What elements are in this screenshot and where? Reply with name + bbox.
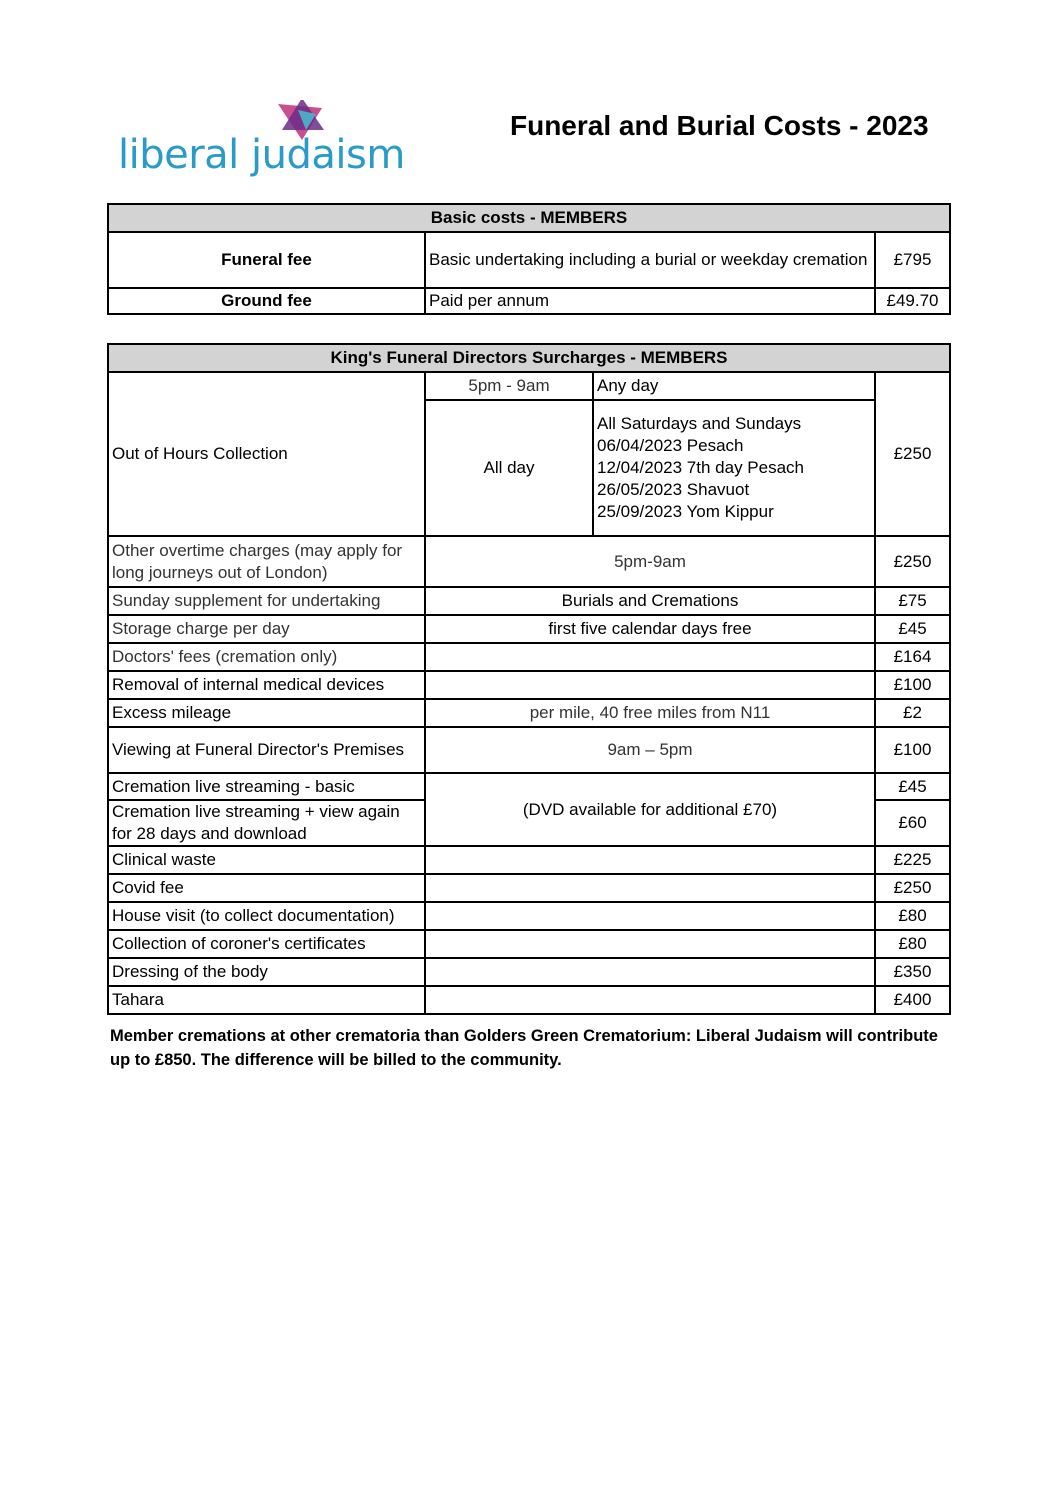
- item-price: £60: [875, 800, 950, 846]
- item-label: Dressing of the body: [108, 958, 425, 986]
- item-description: Burials and Cremations: [425, 587, 875, 615]
- page-title: Funeral and Burial Costs - 2023: [510, 110, 929, 141]
- table-row: [108, 671, 950, 699]
- liberal-judaism-logo: [112, 100, 405, 182]
- table-row: [108, 727, 950, 773]
- table-row: [108, 288, 950, 314]
- basic-costs-heading: Basic costs - MEMBERS: [108, 204, 950, 232]
- date-line: 26/05/2023 Shavuot: [597, 480, 750, 499]
- table-row: [108, 643, 950, 671]
- time-range: 5pm - 9am: [425, 372, 593, 400]
- table-row: [108, 874, 950, 902]
- item-price: £225: [875, 846, 950, 874]
- item-description: Basic undertaking including a burial or weekday cremation: [425, 232, 875, 288]
- when: Any day: [593, 372, 875, 400]
- table-row: [108, 958, 950, 986]
- table-row: [108, 587, 950, 615]
- item-description: 5pm-9am: [425, 536, 875, 587]
- item-price: £45: [875, 615, 950, 643]
- item-price: £2: [875, 699, 950, 727]
- item-description: Paid per annum: [425, 288, 875, 314]
- table-row: [108, 902, 950, 930]
- item-price: £80: [875, 930, 950, 958]
- item-price: £45: [875, 773, 950, 800]
- item-price: £49.70: [875, 288, 950, 314]
- item-description: per mile, 40 free miles from N11: [425, 699, 875, 727]
- item-description: [425, 958, 875, 986]
- item-label: Covid fee: [108, 874, 425, 902]
- item-label: Other overtime charges (may apply for long journeys out of London): [108, 536, 425, 587]
- item-label: Sunday supplement for undertaking: [108, 587, 425, 615]
- table-row: [108, 699, 950, 727]
- table-row: [108, 930, 950, 958]
- item-label: Cremation live streaming - basic: [108, 773, 425, 800]
- item-label: Funeral fee: [108, 232, 425, 288]
- item-label: Viewing at Funeral Director's Premises: [108, 727, 425, 773]
- surcharges-table: [107, 343, 951, 1015]
- streaming-note: (DVD available for additional £70): [425, 773, 875, 846]
- item-description: [425, 986, 875, 1014]
- item-price: £795: [875, 232, 950, 288]
- item-label: Excess mileage: [108, 699, 425, 727]
- item-price: £400: [875, 986, 950, 1014]
- item-description: [425, 902, 875, 930]
- table-row: [108, 536, 950, 587]
- item-label: House visit (to collect documentation): [108, 902, 425, 930]
- item-label: Ground fee: [108, 288, 425, 314]
- table-row: [108, 986, 950, 1014]
- item-description: [425, 643, 875, 671]
- logo-text: liberal judaism: [118, 132, 405, 178]
- item-price: £100: [875, 671, 950, 699]
- item-label: Removal of internal medical devices: [108, 671, 425, 699]
- item-price: £250: [875, 874, 950, 902]
- item-label: Clinical waste: [108, 846, 425, 874]
- item-description: [425, 846, 875, 874]
- item-label: Collection of coroner's certificates: [108, 930, 425, 958]
- date-line: 12/04/2023 7th day Pesach: [597, 458, 804, 477]
- item-price: £250: [875, 536, 950, 587]
- table-row: [108, 846, 950, 874]
- date-line: 06/04/2023 Pesach: [597, 436, 744, 455]
- date-list: [593, 400, 875, 536]
- item-price: £250: [875, 372, 950, 536]
- item-label: Storage charge per day: [108, 615, 425, 643]
- surcharges-heading: King's Funeral Directors Surcharges - MEMBERS: [108, 344, 950, 372]
- item-description: [425, 874, 875, 902]
- table-row: [108, 615, 950, 643]
- date-line: All Saturdays and Sundays: [597, 414, 802, 433]
- basic-costs-table: [107, 203, 951, 315]
- item-price: £75: [875, 587, 950, 615]
- time-range: All day: [425, 400, 593, 536]
- item-label: Doctors' fees (cremation only): [108, 643, 425, 671]
- item-price: £164: [875, 643, 950, 671]
- item-label: Cremation live streaming + view again for 28 days and download: [108, 800, 425, 846]
- item-price: £100: [875, 727, 950, 773]
- table-row: [108, 232, 950, 288]
- item-price: £80: [875, 902, 950, 930]
- item-description: first five calendar days free: [425, 615, 875, 643]
- table-row: [108, 372, 950, 400]
- item-description: 9am – 5pm: [425, 727, 875, 773]
- footnote: Member cremations at other crematoria than Golders Green Crematorium: Liberal Judaism will contribute up to £850. The difference will be billed to the community.: [110, 1027, 938, 1069]
- item-price: £350: [875, 958, 950, 986]
- item-description: [425, 671, 875, 699]
- item-label: Out of Hours Collection: [108, 372, 425, 536]
- table-row: [108, 773, 950, 800]
- item-label: Tahara: [108, 986, 425, 1014]
- item-description: [425, 930, 875, 958]
- date-line: 25/09/2023 Yom Kippur: [597, 502, 774, 521]
